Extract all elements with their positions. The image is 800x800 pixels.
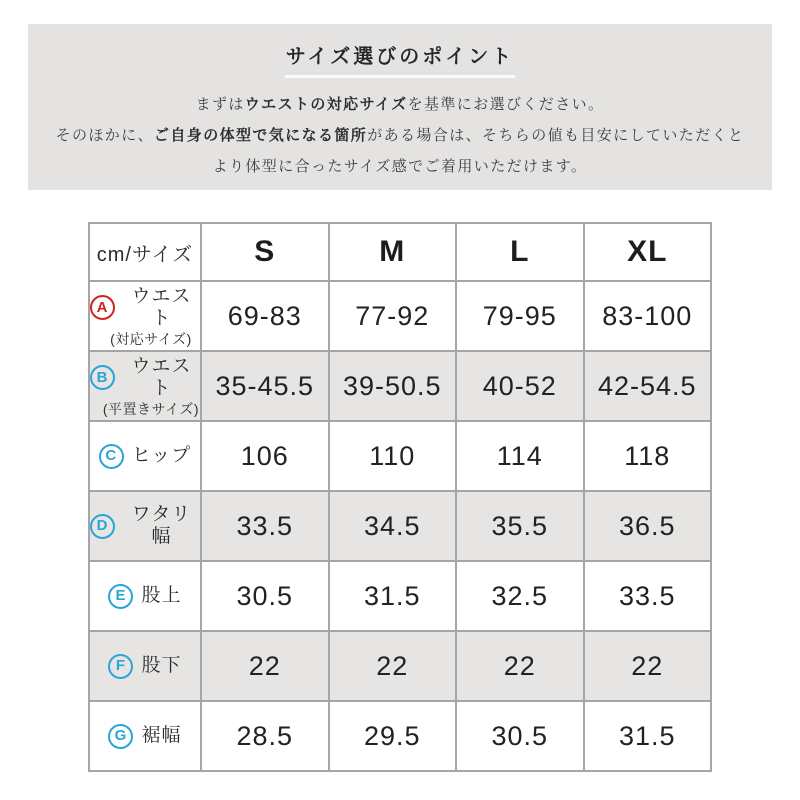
measurement-sublabel: (対応サイズ)	[110, 330, 192, 347]
measurement-label: ワタリ幅	[131, 504, 192, 547]
size-chart-table	[88, 222, 712, 772]
letter-badge-f-icon: F	[108, 654, 133, 679]
letter-badge-a-icon: A	[90, 295, 115, 320]
measurement-label-main	[90, 724, 200, 749]
measurement-label: ヒップ	[131, 445, 192, 466]
unit-size-header-cell: cm/サイズ	[89, 223, 201, 281]
table-row-a	[89, 281, 711, 351]
measurement-value: 22	[584, 631, 712, 701]
measurement-sublabel: (平置きサイズ)	[102, 400, 200, 417]
measurement-value: 29.5	[329, 701, 457, 771]
size-guide-title: サイズ選びのポイント	[285, 46, 515, 68]
measurement-label-cell	[89, 351, 201, 421]
table-row-c	[89, 421, 711, 491]
description-segment: がある場合は、そちらの値も目安にしていただくと	[367, 127, 745, 144]
table-row-f	[89, 631, 711, 701]
description-segment-bold: ウエストの対応サイズ	[244, 96, 408, 113]
letter-badge-b-icon: B	[90, 365, 115, 390]
description-line	[28, 151, 772, 182]
measurement-label-main	[90, 504, 200, 548]
measurement-value: 30.5	[456, 701, 584, 771]
letter-badge-d-icon: D	[90, 514, 115, 539]
measurement-label: ウエスト	[131, 285, 192, 329]
measurement-value: 110	[329, 421, 457, 491]
measurement-label: 裾幅	[141, 725, 182, 746]
description-segment: より体型に合ったサイズ感でご着用いただけます。	[212, 158, 588, 175]
measurement-label-cell	[89, 561, 201, 631]
letter-badge-g-icon: G	[108, 724, 133, 749]
measurement-value: 35-45.5	[201, 351, 329, 421]
measurement-value: 32.5	[456, 561, 584, 631]
measurement-value: 31.5	[329, 561, 457, 631]
description-segment: そのほかに、	[55, 127, 154, 144]
size-column-header-m: M	[329, 223, 457, 281]
measurement-label: 股上	[141, 585, 182, 606]
measurement-label-main	[90, 356, 200, 400]
letter-badge-e-icon: E	[108, 584, 133, 609]
size-guide-description	[28, 89, 772, 182]
measurement-value: 22	[201, 631, 329, 701]
measurement-value: 22	[329, 631, 457, 701]
size-column-header-l: L	[456, 223, 584, 281]
size-guide-note-box	[28, 24, 772, 190]
measurement-value: 22	[456, 631, 584, 701]
measurement-label-cell	[89, 491, 201, 561]
measurement-value: 69-83	[201, 281, 329, 351]
description-line	[28, 89, 772, 120]
measurement-value: 77-92	[329, 281, 457, 351]
measurement-label-main	[90, 584, 200, 609]
description-segment-bold: ご自身の体型で気になる箇所	[154, 127, 368, 144]
size-column-header-s: S	[201, 223, 329, 281]
letter-badge-c-icon: C	[99, 444, 124, 469]
measurement-value: 118	[584, 421, 712, 491]
description-segment: まずは	[195, 96, 245, 113]
measurement-label-main	[90, 444, 200, 469]
table-row-b	[89, 351, 711, 421]
size-chart-header	[89, 223, 711, 281]
measurement-value: 42-54.5	[584, 351, 712, 421]
measurement-value: 36.5	[584, 491, 712, 561]
measurement-label-cell	[89, 631, 201, 701]
measurement-value: 83-100	[584, 281, 712, 351]
measurement-value: 39-50.5	[329, 351, 457, 421]
measurement-value: 28.5	[201, 701, 329, 771]
measurement-value: 34.5	[329, 491, 457, 561]
description-line	[28, 120, 772, 151]
measurement-label-cell	[89, 701, 201, 771]
measurement-label-main	[90, 286, 200, 330]
measurement-value: 33.5	[201, 491, 329, 561]
measurement-value: 33.5	[584, 561, 712, 631]
measurement-value: 40-52	[456, 351, 584, 421]
header-row	[89, 223, 711, 281]
table-row-d	[89, 491, 711, 561]
size-chart-body	[89, 281, 711, 771]
table-row-e	[89, 561, 711, 631]
measurement-label: ウエスト	[131, 355, 192, 399]
measurement-label-cell	[89, 421, 201, 491]
measurement-value: 31.5	[584, 701, 712, 771]
size-column-header-xl: XL	[584, 223, 712, 281]
measurement-label: 股下	[141, 655, 182, 676]
measurement-value: 30.5	[201, 561, 329, 631]
measurement-label-main	[90, 654, 200, 679]
title-underline	[285, 75, 515, 78]
measurement-value: 106	[201, 421, 329, 491]
measurement-label-cell	[89, 281, 201, 351]
measurement-value: 79-95	[456, 281, 584, 351]
description-segment: を基準にお選びください。	[407, 96, 605, 113]
measurement-value: 35.5	[456, 491, 584, 561]
table-row-g	[89, 701, 711, 771]
measurement-value: 114	[456, 421, 584, 491]
